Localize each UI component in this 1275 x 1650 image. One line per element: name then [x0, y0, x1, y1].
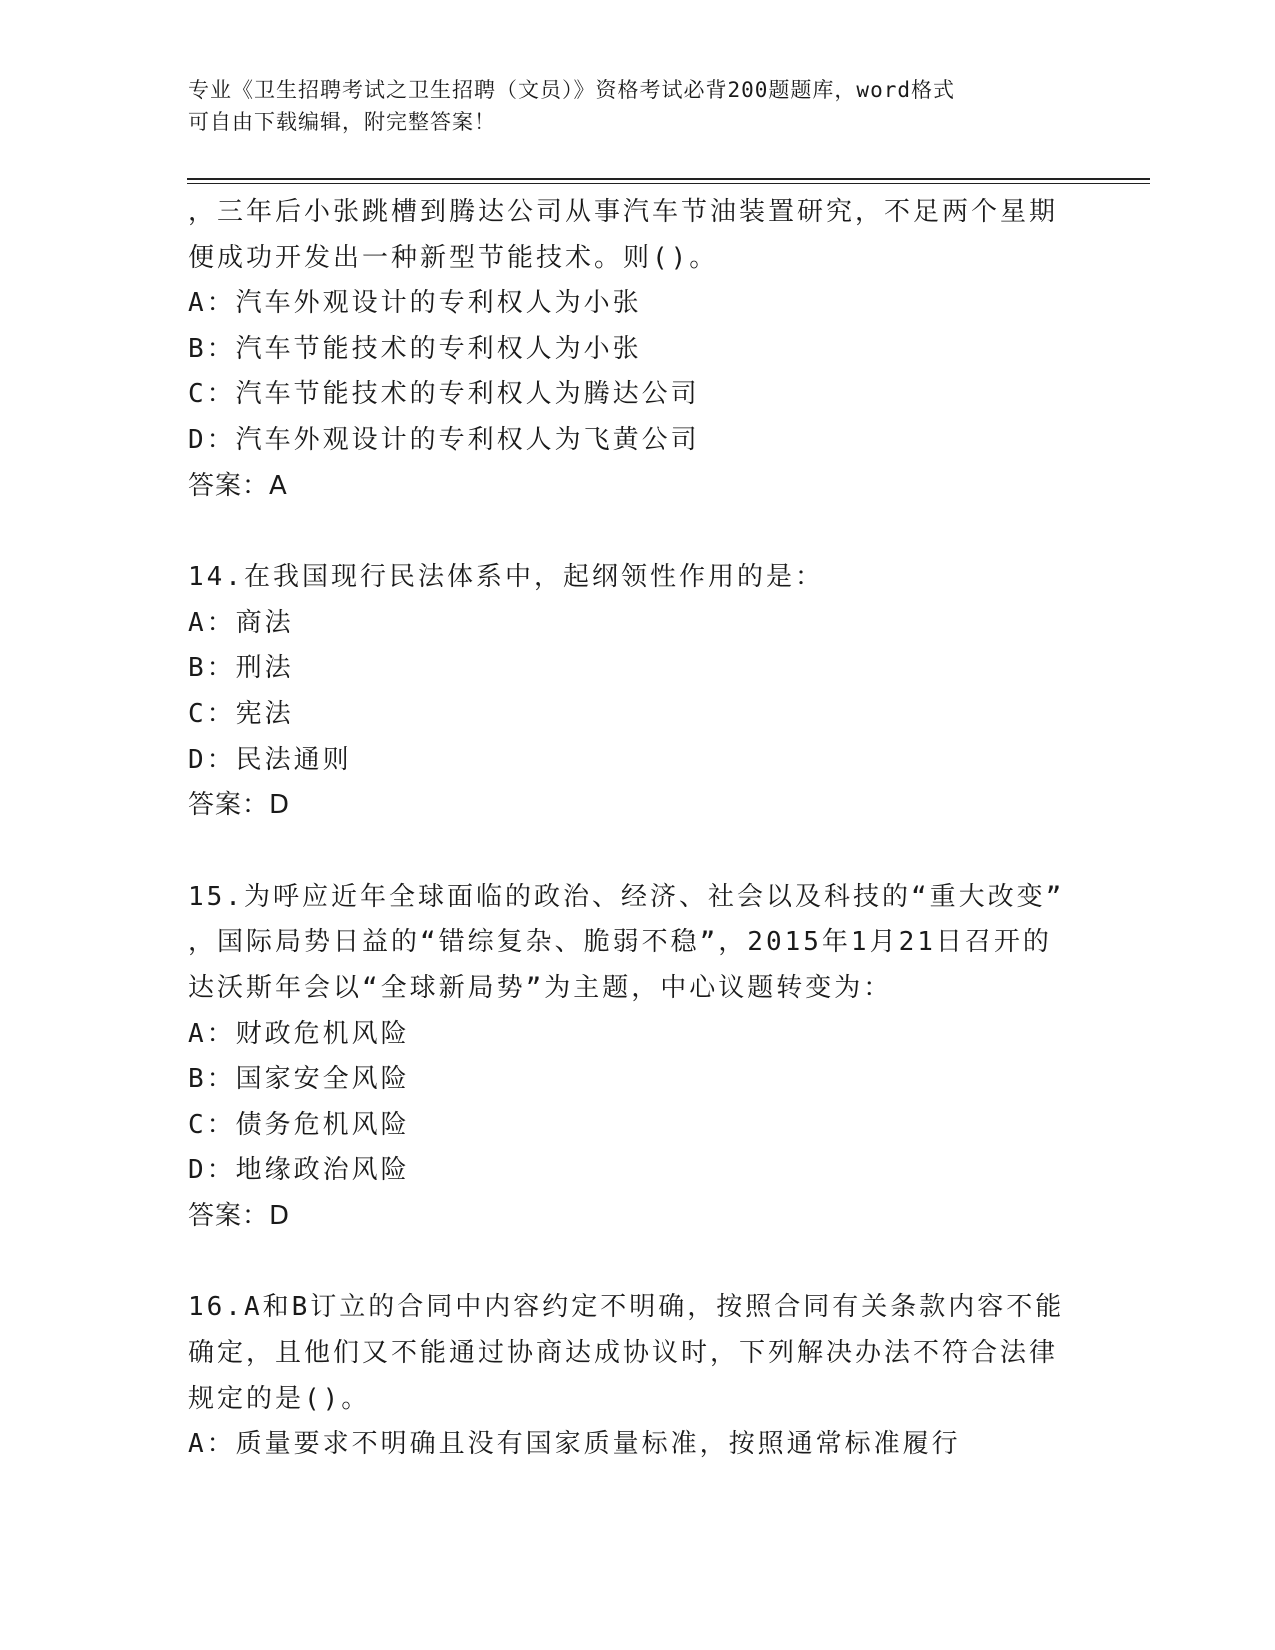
- document-header: [188, 74, 1068, 138]
- option-b: B：汽车节能技术的专利权人为小张: [188, 333, 642, 364]
- question-stem-continued: ，三年后小张跳槽到腾达公司从事汽车节油装置研究，不足两个星期: [188, 197, 1059, 227]
- option-c: C：债务危机风险: [188, 1109, 410, 1140]
- question-stem: 15.为呼应近年全球面临的政治、经济、社会以及科技的“重大改变”: [188, 881, 1065, 912]
- option-c: C：汽车节能技术的专利权人为腾达公司: [188, 379, 700, 410]
- question-stem: ，国际局势日益的“错综复杂、脆弱不稳”，2015年1月21日召开的: [188, 927, 1052, 958]
- question-stem: 16.A和B订立的合同中内容约定不明确，按照合同有关条款内容不能: [188, 1292, 1065, 1323]
- option-c: C：宪法: [188, 698, 294, 729]
- header-title-line-1: 专业《卫生招聘考试之卫生招聘（文员）》资格考试必背200题题库，word格式: [188, 78, 955, 102]
- question-stem: 规定的是()。: [188, 1383, 371, 1414]
- spacer: [188, 509, 1088, 555]
- question-list: [188, 190, 1088, 1468]
- option-d: D：地缘政治风险: [188, 1155, 410, 1186]
- option-b: B：刑法: [188, 653, 294, 684]
- question-stem: 达沃斯年会以“全球新局势”为主题，中心议题转变为：: [188, 972, 893, 1003]
- option-a: A：质量要求不明确且没有国家质量标准，按照通常标准履行: [188, 1429, 961, 1460]
- option-a: A：财政危机风险: [188, 1018, 410, 1049]
- question-stem-continued: 便成功开发出一种新型节能技术。则()。: [188, 242, 719, 273]
- question-15: [188, 875, 1088, 1240]
- option-d: D：民法通则: [188, 744, 352, 775]
- answer: 答案：D: [188, 790, 291, 821]
- header-title-line-2: 可自由下载编辑，附完整答案！: [188, 110, 496, 134]
- question-14: [188, 555, 1088, 829]
- option-b: B：国家安全风险: [188, 1064, 410, 1095]
- question-16: [188, 1285, 1088, 1467]
- spacer: [188, 1239, 1088, 1285]
- option-d: D：汽车外观设计的专利权人为飞黄公司: [188, 424, 700, 455]
- question-stem: 14.在我国现行民法体系中，起纲领性作用的是：: [188, 562, 824, 593]
- question-stem: 确定，且他们又不能通过协商达成协议时，下列解决办法不符合法律: [188, 1338, 1059, 1369]
- option-a: A：汽车外观设计的专利权人为小张: [188, 288, 642, 319]
- answer: 答案：A: [188, 470, 288, 501]
- option-a: A：商法: [188, 607, 294, 638]
- answer: 答案：D: [188, 1200, 291, 1231]
- header-divider-thin: [187, 183, 1150, 184]
- spacer: [188, 829, 1088, 875]
- header-divider-thick: [187, 178, 1150, 180]
- question-13: [188, 190, 1088, 509]
